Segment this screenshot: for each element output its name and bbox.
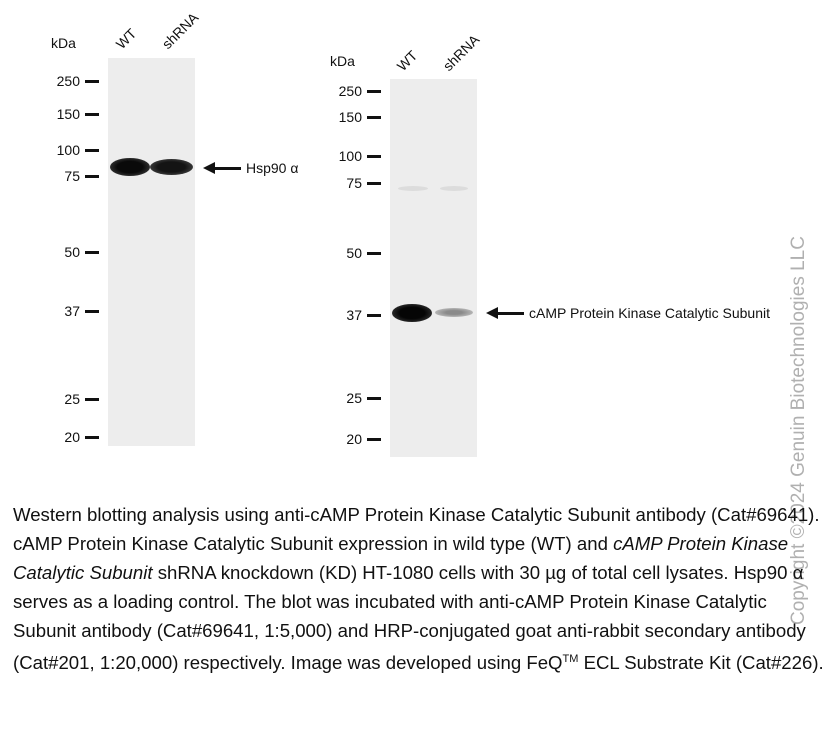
caption-italic-gene: cAMP Protein Kinase Catalytic Subunit [13,533,789,583]
left-marker-100: 100 [48,142,99,158]
caption-part-1: Western blotting analysis using anti-cAMP Protein Kinase Catalytic Subunit antibody (Cat#69641). cAMP Protein Kinase Catalytic Subunit expression in wild type (WT) and [13,504,820,554]
left-marker-20: 20 [48,429,99,445]
left-band-arrow [203,160,298,176]
right-faint-band-wt [398,186,428,191]
right-lane-label-shrna: shRNA [439,31,483,74]
right-band-arrow [486,305,770,321]
right-marker-100: 100 [330,148,381,164]
left-marker-250: 250 [48,73,99,89]
right-marker-20: 20 [330,431,381,447]
arrow-left-icon [486,307,498,319]
left-marker-37: 37 [48,303,99,319]
pka-label: cAMP Protein Kinase Catalytic Subunit [529,305,770,321]
right-marker-25: 25 [330,390,381,406]
right-band-shrna [435,308,473,317]
arrow-left-icon [203,162,215,174]
right-marker-50: 50 [330,245,381,261]
right-marker-150: 150 [330,109,381,125]
right-lane-label-wt: WT [393,47,421,74]
left-band-shrna [150,159,193,175]
left-marker-150: 150 [48,106,99,122]
right-faint-band-shrna [440,186,468,191]
caption-tm: TM [562,653,579,665]
right-band-wt [392,304,432,322]
left-membrane [108,58,195,446]
hsp90-label: Hsp90 α [246,160,299,176]
figure-caption [13,500,825,677]
left-kda-label: kDa [51,35,76,51]
left-marker-75: 75 [48,168,99,184]
right-marker-75: 75 [330,175,381,191]
left-marker-25: 25 [48,391,99,407]
left-band-wt [110,158,150,176]
left-marker-50: 50 [48,244,99,260]
right-marker-250: 250 [330,83,381,99]
caption-part-2: shRNA knockdown (KD) HT-1080 cells with 30 µg of total cell lysates. Hsp90 α serves as a loading control. The blot was incubated with anti-cAMP Protein Kinase Catalytic Subunit antibody (Cat#69641, 1:5,000) and HRP-conjugated goat anti-rabbit secondary antibody (Cat#201, 1:20,000) respectively. Image was developed using FeQ [13,562,806,674]
right-membrane [390,79,477,457]
copyright-watermark: Copyright ©2024 Genuin Biotechnologies LLC [788,236,809,625]
left-lane-label-wt: WT [112,25,140,52]
left-lane-label-shrna: shRNA [158,9,202,52]
caption-part-3: ECL Substrate Kit (Cat#226). [578,652,824,674]
right-kda-label: kDa [330,53,355,69]
right-marker-37: 37 [330,307,381,323]
